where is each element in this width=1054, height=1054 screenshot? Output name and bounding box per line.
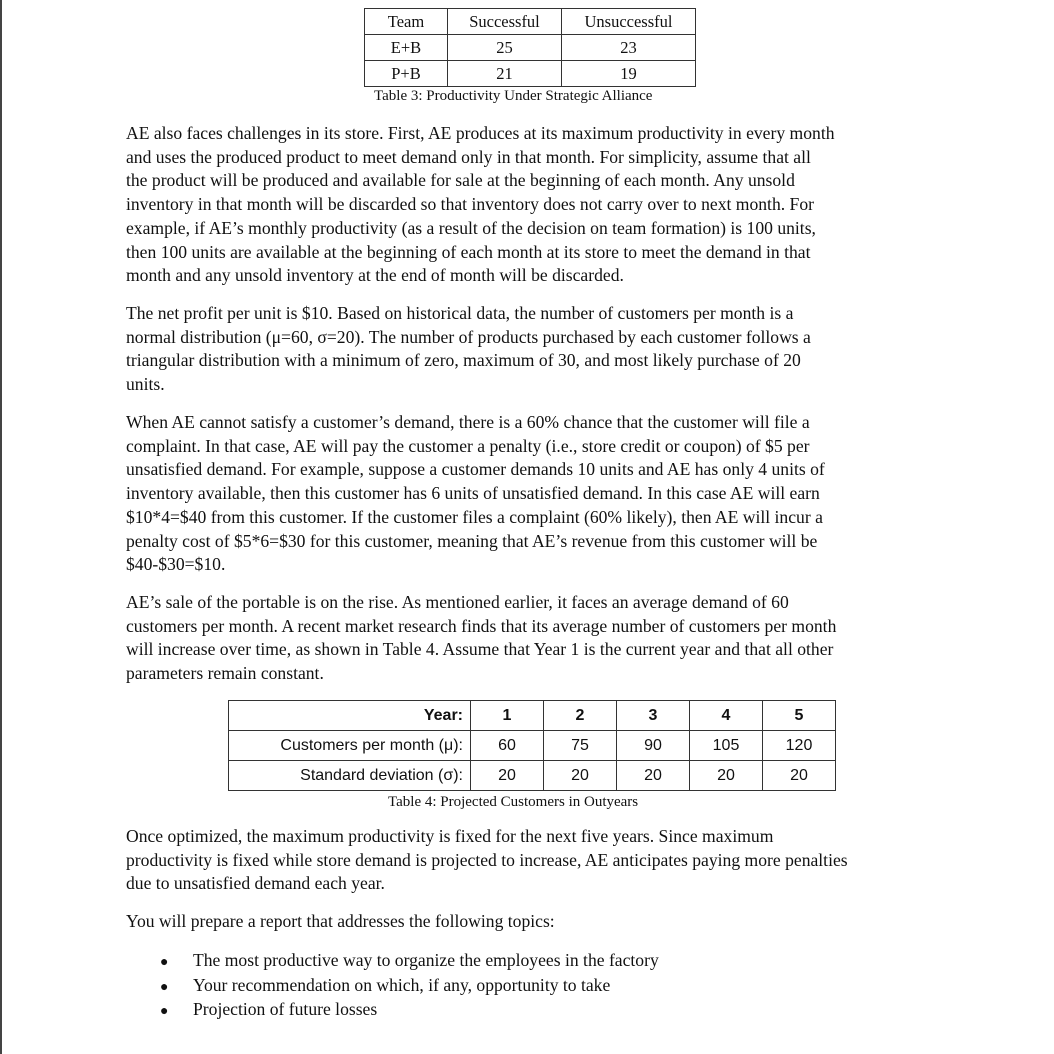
text-line: $10*4=$40 from this customer. If the customer files a complaint (60% likely), then AE will incur a — [126, 506, 823, 527]
row-label: Standard deviation (σ): — [229, 761, 471, 791]
table-cell: 21 — [448, 61, 562, 87]
table-cell: 20 — [690, 761, 763, 791]
table-header-cell: Team — [365, 9, 448, 35]
text-line: the product will be produced and available for sale at the beginning of each month. Any unsold — [126, 170, 795, 191]
table-cell: 120 — [763, 731, 836, 761]
page-left-border — [0, 0, 2, 1054]
text-line: productivity is fixed while store demand is projected to increase, AE anticipates paying more penalties — [126, 849, 848, 870]
text-line: penalty cost of $5*6=$30 for this customer, meaning that AE’s revenue from this customer will be — [126, 530, 818, 551]
table-cell: 23 — [562, 35, 696, 61]
text-line: You will prepare a report that addresses the following topics: — [126, 911, 555, 931]
table-row — [365, 35, 696, 61]
paragraph-sales-rise — [126, 591, 946, 686]
text-line: month and any unsold inventory at the end of month will be discarded. — [126, 265, 624, 286]
text-line: The net profit per unit is $10. Based on historical data, the number of customers per month is a — [126, 303, 794, 323]
table-header-cell: Successful — [448, 9, 562, 35]
table-cell: 60 — [471, 731, 544, 761]
text-line: inventory available, then this customer has 6 units of unsatisfied demand. In this case AE will earn — [126, 483, 820, 504]
list-item-text: The most productive way to organize the employees in the factory — [193, 950, 659, 970]
text-line: and uses the produced product to meet demand only in that month. For simplicity, assume that all — [126, 146, 811, 167]
table-cell: 105 — [690, 731, 763, 761]
table-cell: 20 — [763, 761, 836, 791]
table-cell: 90 — [617, 731, 690, 761]
paragraph-report-intro — [126, 910, 946, 934]
text-line: parameters remain constant. — [126, 663, 324, 684]
table-cell: 2 — [544, 701, 617, 731]
table-cell: 3 — [617, 701, 690, 731]
table-cell: 1 — [471, 701, 544, 731]
bullet-icon: ● — [160, 979, 169, 995]
table-cell: 19 — [562, 61, 696, 87]
text-line: normal distribution (μ=60, σ=20). The number of products purchased by each customer follows a — [126, 326, 811, 347]
table-cell: 5 — [763, 701, 836, 731]
row-label: Customers per month (μ): — [229, 731, 471, 761]
list-item — [160, 997, 659, 1022]
text-line: unsatisfied demand. For example, suppose a customer demands 10 units and AE has only 4 units of — [126, 459, 825, 480]
table-3-caption: Table 3: Productivity Under Strategic Alliance — [374, 88, 653, 104]
row-label: Year: — [229, 701, 471, 731]
table-header-row — [365, 9, 696, 35]
table-cell: E+B — [365, 35, 448, 61]
text-line: Once optimized, the maximum productivity is fixed for the next five years. Since maximum — [126, 826, 774, 846]
table-header-row — [229, 701, 836, 731]
text-line: due to unsatisfied demand each year. — [126, 873, 385, 894]
table-cell: 75 — [544, 731, 617, 761]
text-line: complaint. In that case, AE will pay the customer a penalty (i.e., store credit or coupon) of $5 per — [126, 435, 810, 456]
bullet-icon: ● — [160, 955, 169, 970]
table-row — [365, 61, 696, 87]
table-cell: 20 — [471, 761, 544, 791]
table-row — [229, 731, 836, 761]
text-line: customers per month. A recent market research finds that its average number of customers per month — [126, 615, 837, 636]
text-line: AE also faces challenges in its store. First, AE produces at its maximum productivity in every month — [126, 123, 835, 143]
table-cell: 25 — [448, 35, 562, 61]
table-header-cell: Unsuccessful — [562, 9, 696, 35]
text-line: will increase over time, as shown in Table 4. Assume that Year 1 is the current year and that all other — [126, 639, 834, 660]
text-line: AE’s sale of the portable is on the rise. As mentioned earlier, it faces an average demand of 60 — [126, 592, 789, 612]
text-line: then 100 units are available at the beginning of each month at its store to meet the demand in that — [126, 241, 811, 262]
paragraph-store-challenges — [126, 122, 946, 288]
text-line: inventory in that month will be discarded so that inventory does not carry over to next month. For — [126, 194, 814, 215]
list-item — [160, 973, 659, 998]
table-cell: 20 — [544, 761, 617, 791]
table-cell: 20 — [617, 761, 690, 791]
paragraph-penalty — [126, 411, 946, 577]
text-line: units. — [126, 374, 165, 395]
list-item-text: Projection of future losses — [193, 999, 378, 1019]
bullet-icon: ● — [160, 1004, 169, 1019]
table-3-productivity — [364, 8, 696, 87]
text-line: triangular distribution with a minimum of zero, maximum of 30, and most likely purchase of 20 — [126, 350, 801, 371]
table-row — [229, 761, 836, 791]
list-item — [160, 948, 659, 973]
report-topics-list — [160, 948, 659, 1022]
table-cell: P+B — [365, 61, 448, 87]
text-line: $40-$30=$10. — [126, 554, 226, 575]
table-4-caption: Table 4: Projected Customers in Outyears — [388, 794, 639, 810]
table-cell: 4 — [690, 701, 763, 731]
paragraph-optimized — [126, 825, 946, 896]
table-4-projected-customers — [228, 700, 836, 791]
list-item-text: Your recommendation on which, if any, opportunity to take — [193, 974, 611, 995]
paragraph-net-profit — [126, 302, 946, 397]
text-line: When AE cannot satisfy a customer’s demand, there is a 60% chance that the customer will file a — [126, 412, 810, 432]
text-line: example, if AE’s monthly productivity (as a result of the decision on team formation) is 100 units, — [126, 217, 816, 238]
